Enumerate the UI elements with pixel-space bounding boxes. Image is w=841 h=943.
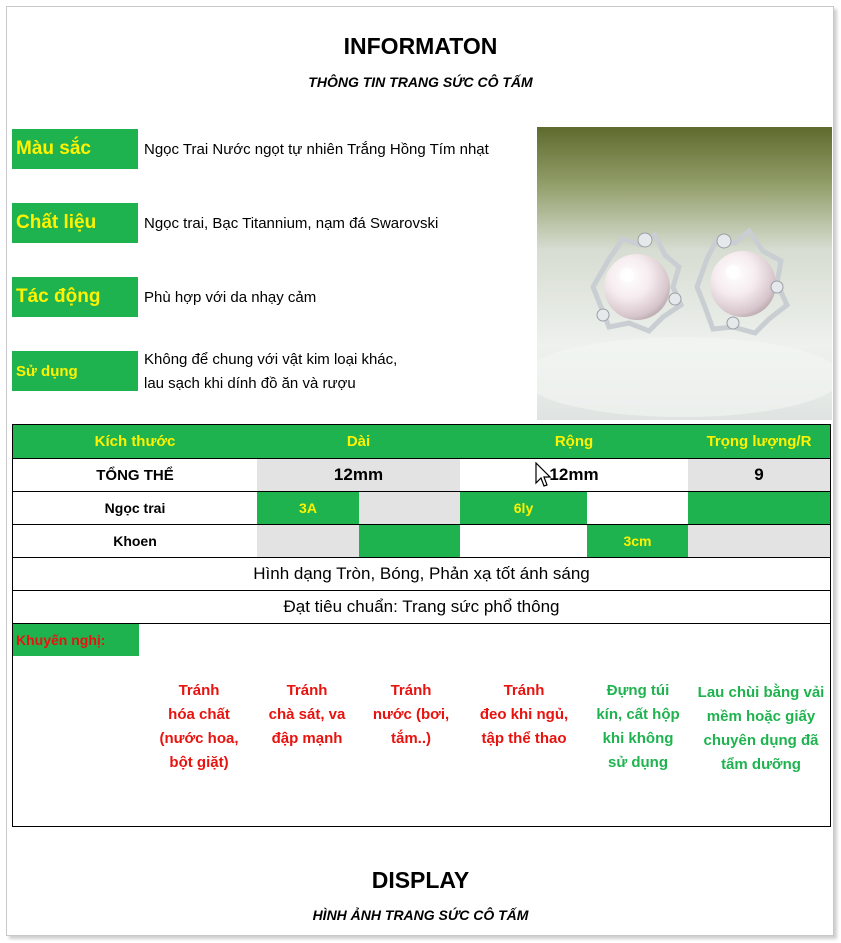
- advice-sleep: Tránh đeo khi ngủ, tập thể thao: [479, 682, 569, 747]
- row-pearl-name: Ngọc trai: [104, 500, 166, 516]
- recommend-label: Khuyến nghị:: [13, 624, 139, 656]
- standard-line: Đạt tiêu chuẩn: Trang sức phổ thông: [283, 597, 560, 616]
- col-header-weight: Trọng lượng/R: [706, 433, 812, 450]
- page-title: INFORMATON: [343, 33, 498, 59]
- value-material: Ngọc trai, Bạc Titannium, nạm đá Swarovski: [144, 215, 439, 232]
- row-total-length: 12mm: [257, 459, 460, 491]
- value-color: Ngọc Trai Nước ngọt tự nhiên Trắng Hồng Tím nhạt: [144, 141, 489, 158]
- advice-chemicals: Tránh hóa chất (nước hoa, bột giặt): [159, 682, 239, 771]
- row-pearl-weight: [688, 492, 830, 524]
- row-total-width: 12mm: [549, 465, 599, 484]
- page-subtitle: THÔNG TIN TRANG SỨC CÔ TẤM: [308, 74, 533, 90]
- row-ring-name: Khoen: [113, 533, 157, 549]
- advice-storage: Đựng túi kín, cất hộp khi không sử dụng: [596, 682, 680, 771]
- row-ring-fill: [359, 525, 460, 557]
- row-ring-weight: [688, 525, 830, 557]
- col-header-width: Rộng: [554, 433, 594, 450]
- shape-line: Hình dạng Tròn, Bóng, Phản xạ tốt ánh sáng: [253, 564, 590, 583]
- row-pearl-width: 6ly: [460, 492, 587, 524]
- row-total-weight: 9: [688, 459, 830, 491]
- row-pearl-empty-b: [587, 492, 688, 524]
- mouse-cursor-icon: [535, 462, 551, 490]
- advice-cleaning: Lau chùi bằng vải mềm hoặc giấy chuyên dụng đã tẩm dưỡng: [697, 684, 825, 773]
- label-usage: Sử dụng: [12, 351, 138, 391]
- col-header-size: Kích thước: [94, 433, 176, 450]
- size-table: [12, 424, 831, 827]
- label-material: Chất liệu: [12, 203, 138, 243]
- value-effect: Phù hợp với da nhạy cảm: [144, 289, 317, 306]
- display-subtitle: HÌNH ẢNH TRANG SỨC CÔ TẤM: [312, 907, 529, 923]
- label-effect: Tác động: [12, 277, 138, 317]
- row-total-name: TỔNG THỂ: [96, 466, 174, 484]
- row-ring-length: [257, 525, 359, 557]
- row-pearl-empty-a: [359, 492, 460, 524]
- display-title: DISPLAY: [371, 867, 470, 893]
- advice-water: Tránh nước (bơi, tắm..): [372, 682, 450, 747]
- row-pearl-length: 3A: [257, 492, 359, 524]
- value-usage-line1: Không để chung với vật kim loại khác,: [144, 351, 398, 368]
- row-ring-width: 3cm: [587, 525, 688, 557]
- value-usage-line2: lau sạch khi dính đồ ăn và rượu: [144, 375, 356, 392]
- col-header-length: Dài: [346, 433, 371, 450]
- row-ring-empty: [460, 525, 587, 557]
- pearl-earrings-photo: [537, 127, 832, 420]
- label-color: Màu sắc: [12, 129, 138, 169]
- advice-impact: Tránh chà sát, va đập mạnh: [268, 682, 346, 747]
